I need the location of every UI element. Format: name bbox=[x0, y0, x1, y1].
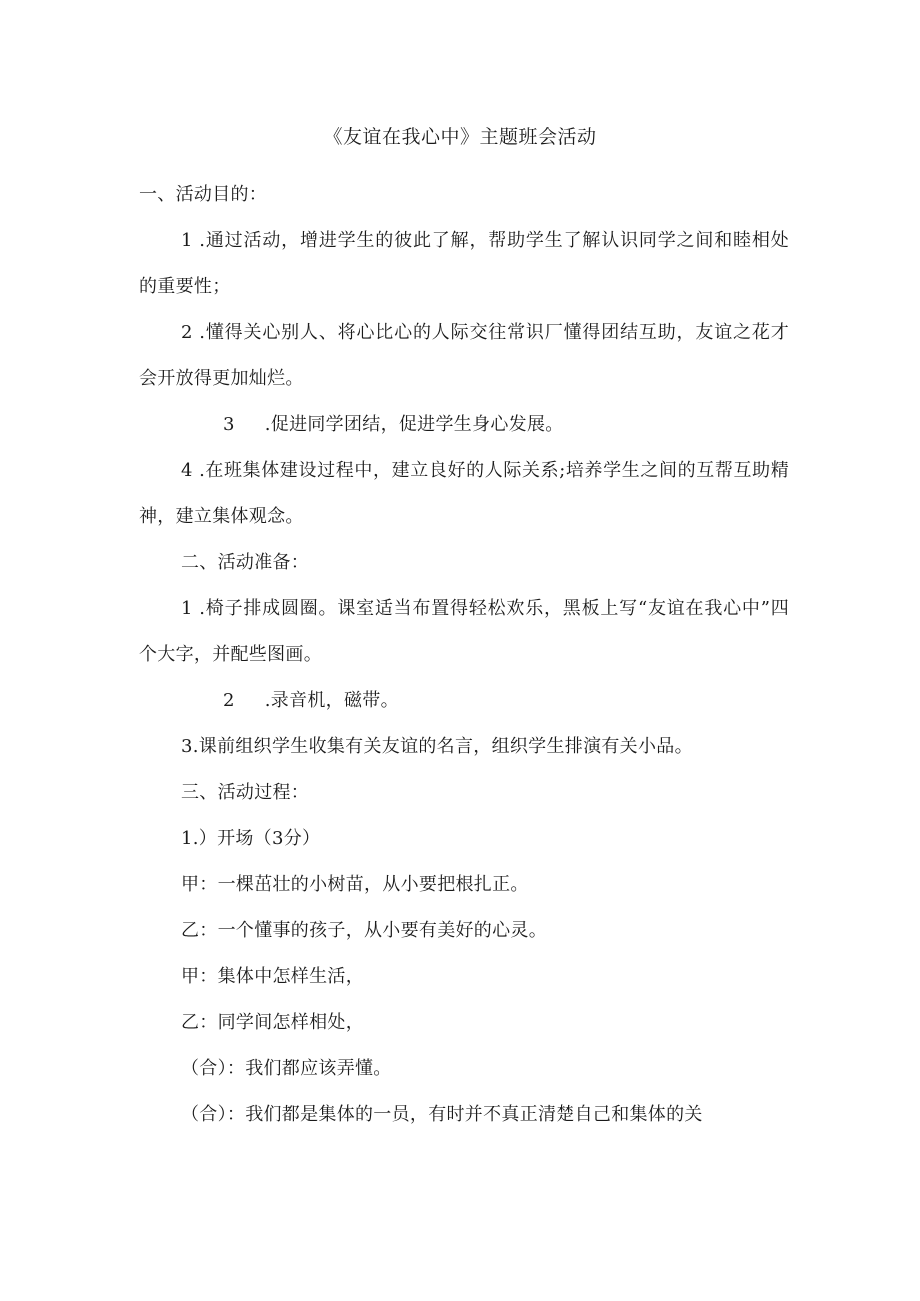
goal-item-4: 4 .在班集体建设过程中，建立良好的人际关系;培养学生之间的互帮互助精神，建立集体观念。 bbox=[139, 460, 789, 527]
dialogue-line: （合）：我们都应该弄懂。 bbox=[181, 1058, 392, 1079]
goal-item-3-number: 3 bbox=[223, 414, 235, 435]
goal-item-1: 1 .通过活动，增进学生的彼此了解，帮助学生了解认识同学之间和睦相处的重要性； bbox=[139, 230, 789, 297]
dialogue-line: 甲：集体中怎样生活， bbox=[181, 966, 364, 987]
dialogue-line: 甲：一棵茁壮的小树苗，从小要把根扎正。 bbox=[181, 874, 529, 895]
goal-item-2: 2 .懂得关心别人、将心比心的人际交往常识厂懂得团结互助，友谊之花才会开放得更加灿烂。 bbox=[139, 322, 789, 389]
document-title: 《友谊在我心中》主题班会活动 bbox=[323, 126, 597, 148]
document-body bbox=[139, 172, 789, 1138]
prep-item-1: 1 .椅子排成圆圈。课室适当布置得轻松欢乐，黑板上写“友谊在我心中”四个大字，并配些图画。 bbox=[139, 598, 789, 665]
section-heading-preparation: 二、活动准备： bbox=[181, 552, 310, 573]
prep-item-3: 3.课前组织学生收集有关友谊的名言，组织学生排演有关小品。 bbox=[181, 736, 693, 757]
prep-item-2 bbox=[139, 678, 789, 724]
goal-item-3-text: .促进同学团结，促进学生身心发展。 bbox=[264, 414, 564, 435]
prep-item-2-number: 2 bbox=[223, 690, 235, 711]
dialogue-line: 乙：同学间怎样相处， bbox=[181, 1012, 364, 1033]
process-step-1: 1.）开场（3分） bbox=[181, 828, 321, 849]
dialogue-line: （合）：我们都是集体的一员，有时并不真正清楚自己和集体的关 bbox=[181, 1104, 703, 1125]
section-heading-goals: 一、活动目的： bbox=[139, 184, 268, 205]
goal-item-3 bbox=[139, 402, 789, 448]
section-heading-process: 三、活动过程： bbox=[181, 782, 310, 803]
dialogue-line: 乙：一个懂事的孩子，从小要有美好的心灵。 bbox=[181, 920, 547, 941]
prep-item-2-text: .录音机，磁带。 bbox=[264, 690, 399, 711]
